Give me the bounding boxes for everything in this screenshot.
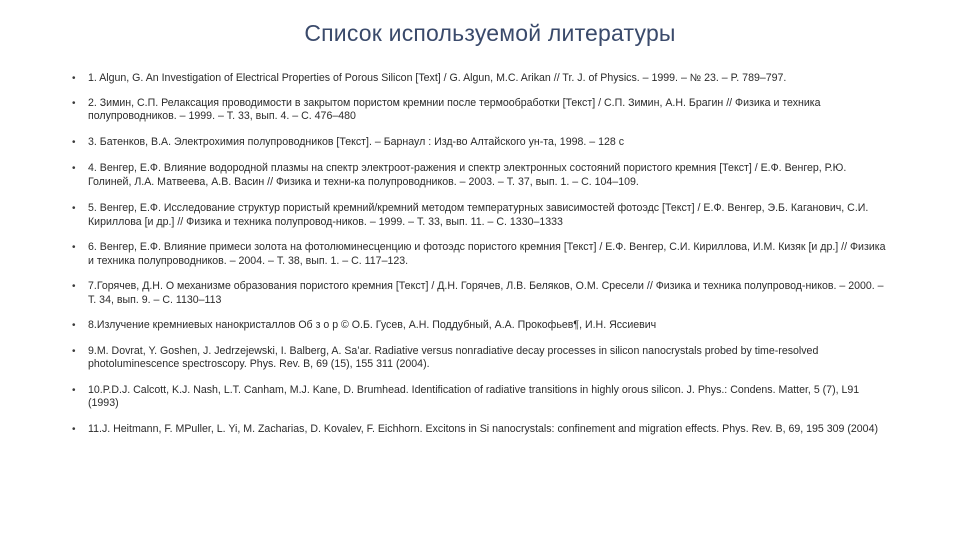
bullet-icon: • [72, 136, 76, 148]
slide-title: Список используемой литературы [304, 20, 676, 46]
reference-item [72, 345, 890, 372]
bullet-icon: • [72, 242, 76, 253]
reference-text: 9.M. Dovrat, Y. Goshen, J. Jedrzejewski, I. Balberg, A. Sa’ar. Radiative versus nonradiative decay processes in silicon nanocrystals probed by time-resolved photoluminescence spectroscopy. Phys. Rev. B, 69 (15), 155 311 (2004). [88, 344, 819, 370]
reference-text: 11.J. Heitmann, F. MPuller, L. Yi, M. Zacharias, D. Kovalev, F. Eichhorn. Excitons in Si nanocrystals: confinement and migration effects. Phys. Rev. B, 69, 195 309 (2004) [88, 422, 878, 435]
bullet-icon: • [72, 97, 76, 109]
bullet-icon: • [72, 203, 76, 214]
reference-item [72, 72, 890, 86]
reference-list [72, 72, 890, 436]
bullet-icon: • [72, 320, 76, 331]
bullet-icon: • [72, 73, 76, 84]
reference-text: 10.P.D.J. Calcott, K.J. Nash, L.T. Canham, M.J. Kane, D. Brumhead. Identification of radiative transitions in highly orous silicon. J. Phys.: Condens. Matter, 5 (7), L91 (1993) [88, 383, 860, 409]
bullet-icon: • [72, 163, 76, 174]
reference-text: 8.Излучение кремниевых нанокристаллов Об з о р © О.Б. Гусев, А.Н. Поддубный, А.А. Прокофьев¶, И.Н. Яссиевич [88, 319, 657, 331]
reference-text: 2. Зимин, С.П. Релаксация проводимости в закрытом пористом кремнии после термообработки [Текст] / С.П. Зимин, А.Н. Брагин // Физика и техника полупроводников. – 1999. – Т. 33, вып. 4. – С. 476–480 [88, 96, 821, 122]
reference-text: 1. Algun, G. An Investigation of Electrical Properties of Porous Silicon [Text] / G. Algun, M.C. Arikan // Tr. J. of Physics. – 1999. – № 23. – P. 789–797. [88, 72, 787, 84]
reference-text: 4. Венгер, Е.Ф. Влияние водородной плазмы на спектр электроот-ражения и спектр электронных состояний пористого кремния [Текст] / Е.Ф. Венгер, Р.Ю. Голиней, Л.А. Матвеева, А.В. Васин // Физика и техни-ка полупроводников. – 2003. – Т. 37, вып. 1. – С. 104–109. [88, 162, 847, 188]
reference-text: 6. Венгер, Е.Ф. Влияние примеси золота на фотолюминесценцию и фотоэдс пористого кремния [Текст] / Е.Ф. Венгер, С.И. Кириллова, И.М. Кизяк [и др.] // Физика и техника полупроводников. – 2004. – Т. 38, вып. 1. – С. 117–123. [88, 241, 886, 267]
bullet-icon: • [72, 281, 76, 292]
reference-item [72, 241, 890, 268]
reference-item [72, 97, 890, 124]
reference-item [72, 423, 890, 437]
reference-item [72, 162, 890, 189]
bullet-icon: • [72, 345, 76, 357]
reference-item [72, 202, 890, 229]
bullet-icon: • [72, 384, 76, 396]
reference-text: 3. Батенков, В.А. Электрохимия полупроводников [Текст]. – Барнаул : Изд-во Алтайского ун-та, 1998. – 128 с [88, 135, 625, 148]
reference-text: 7.Горячев, Д.Н. О механизме образования пористого кремния [Текст] / Д.Н. Горячев, Л.В. Беляков, О.М. Сресели // Физика и техника полупровод-ников. – 2000. – Т. 34, вып. 9. – С. 1130–113 [88, 280, 884, 306]
reference-text: 5. Венгер, Е.Ф. Исследование структур пористый кремний/кремний методом температурных зависимостей фотоэдс [Текст] / Е.Ф. Венгер, Э.Б. Каганович, С.И. Кириллова [и др.] // Физика и техника полупровод-ников. – 1999. – Т. 33, вып. 11. – С. 1330–1333 [88, 202, 869, 228]
reference-item [72, 319, 890, 333]
reference-item [72, 280, 890, 307]
reference-item [72, 384, 890, 411]
bullet-icon: • [72, 423, 76, 435]
reference-item [72, 136, 890, 150]
